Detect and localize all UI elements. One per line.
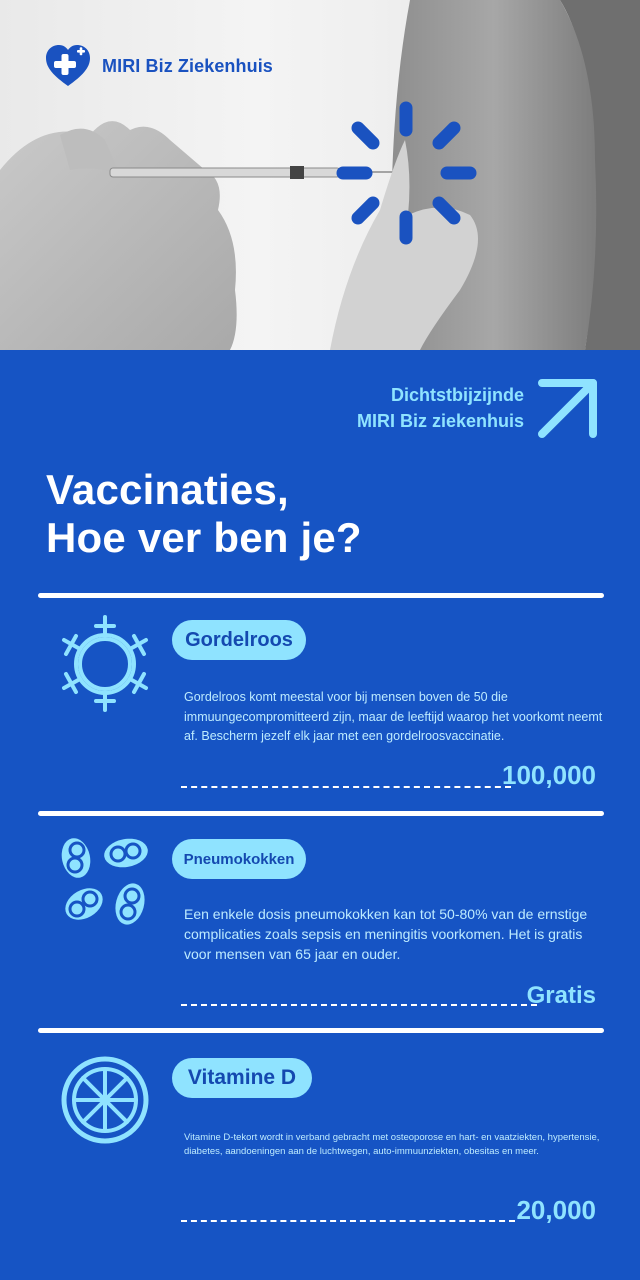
dotted-leader xyxy=(181,786,511,788)
hero-photo xyxy=(0,0,640,350)
divider xyxy=(38,1028,604,1033)
page-title xyxy=(46,466,362,562)
virus-icon xyxy=(58,612,152,712)
dotted-leader xyxy=(181,1004,537,1006)
bacteria-icon xyxy=(60,836,152,930)
vaccine-description: Vitamine D-tekort wordt in verband gebracht met osteoporose en hart- en vaatziekten, hypertensie, diabetes, aandoeningen aan de luchtwegen, auto-immuunziekten, obesitas en meer. xyxy=(184,1132,600,1157)
nearest-hospital-link[interactable] xyxy=(357,376,600,440)
burst-rays-icon xyxy=(330,100,490,250)
vaccine-value: 20,000 xyxy=(516,1195,596,1225)
dotted-leader xyxy=(181,1220,515,1222)
vaccine-value: 100,000 xyxy=(502,760,596,790)
vaccine-title-pill: Pneumokokken xyxy=(172,839,306,879)
vaccine-description: Een enkele dosis pneumokokken kan tot 50-80% van de ernstige complicaties zoals sepsis en meningitis voorkomen. Het is gratis voor mensen van 65 jaar en ouder. xyxy=(184,906,588,962)
brand-logo[interactable] xyxy=(44,44,273,88)
citrus-slice-icon xyxy=(60,1055,150,1145)
vaccine-title-pill: Gordelroos xyxy=(172,620,306,660)
title-line-2: Hoe ver ben je? xyxy=(46,514,362,561)
heart-plus-icon xyxy=(44,44,92,88)
arrow-up-right-icon xyxy=(536,376,600,440)
title-line-1: Vaccinaties, xyxy=(46,466,289,513)
divider xyxy=(38,593,604,598)
cta-line-2: MIRI Biz ziekenhuis xyxy=(356,411,524,431)
cta-line-1: Dichtstbijzijnde xyxy=(390,385,524,405)
nearest-hospital-text xyxy=(357,382,524,434)
vaccine-description: Gordelroos komt meestal voor bij mensen boven de 50 die immuungecompromitteerd zijn, maar de leeftijd waarop het voorkomt neemt af. Bescherm jezelf elk jaar met een gordelroosvaccinatie. xyxy=(184,690,603,743)
vaccine-title-pill: Vitamine D xyxy=(172,1058,312,1098)
vaccine-value: Gratis xyxy=(526,982,596,1009)
brand-name: MIRI Biz Ziekenhuis xyxy=(102,55,273,76)
divider xyxy=(38,811,604,816)
